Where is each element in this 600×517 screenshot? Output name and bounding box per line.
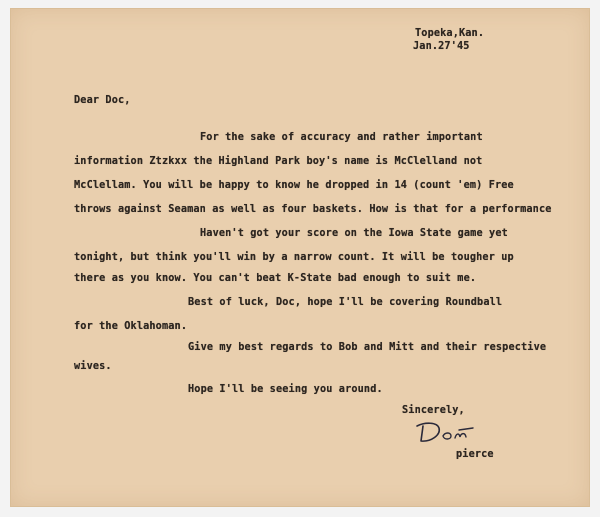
- body-line: information Ztzkxx the Highland Park boy's name is McClelland not: [74, 156, 483, 167]
- letter-place: Topeka,Kan.: [415, 28, 485, 39]
- body-line: throws against Seaman as well as four baskets. How is that for a performance: [74, 204, 552, 215]
- body-line: wives.: [74, 361, 112, 372]
- salutation: Dear Doc,: [74, 95, 131, 106]
- body-line: For the sake of accuracy and rather important: [200, 132, 483, 143]
- body-line: for the Oklahoman.: [74, 321, 188, 332]
- body-line: Haven't got your score on the Iowa State game yet: [200, 228, 508, 239]
- body-line: McClellam. You will be happy to know he dropped in 14 (count 'em) Free: [74, 180, 514, 191]
- body-line: Best of luck, Doc, hope I'll be covering Roundball: [188, 297, 503, 308]
- body-line: there as you know. You can't beat K-State bad enough to suit me.: [74, 273, 477, 284]
- typed-name: pierce: [456, 449, 494, 460]
- body-line: Hope I'll be seeing you around.: [188, 384, 383, 395]
- handwritten-signature: [411, 418, 481, 448]
- closing: Sincerely,: [402, 405, 465, 416]
- body-line: Give my best regards to Bob and Mitt and their respective: [188, 342, 547, 353]
- letter-date: Jan.27'45: [413, 41, 470, 52]
- body-line: tonight, but think you'll win by a narrow count. It will be tougher up: [74, 252, 514, 263]
